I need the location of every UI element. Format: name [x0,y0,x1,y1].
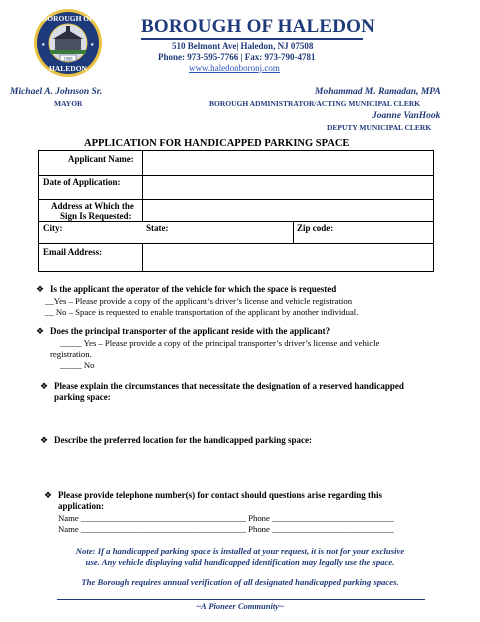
mayor-role: MAYOR [54,99,83,108]
question-1-no-option: __ No – Space is requested to enable transportation of the applicant by another individual. [45,307,359,317]
city-label: City: [43,223,63,233]
form-title: APPLICATION FOR HANDICAPPED PARKING SPACE [84,138,350,149]
note-line-1: Note: If a handicapped parking space is installed at your request, it is not for your exclusive [75,546,405,556]
state-label: State: [146,223,169,233]
address-label-line2: Sign Is Requested: [60,211,132,221]
question-3: Please explain the circumstances that necessitate the designation of a reserved handicapped [54,381,404,391]
address-label-line1: Address at Which the [51,201,134,211]
applicant-name-label: Applicant Name: [68,154,134,164]
applicant-info-table [38,150,434,272]
svg-text:1908: 1908 [63,56,73,61]
question-2-yes-option-cont: registration. [50,349,92,359]
footer-motto: ~A Pioneer Community~ [196,601,284,611]
contact-row-2: Name ______________________________________ Phone ____________________________ [58,524,394,534]
svg-text:HALEDON: HALEDON [49,64,87,73]
bullet-diamond-icon: ❖ [40,381,49,391]
administrator-name: Mohammad M. Ramadan, MPA [315,87,441,97]
row-divider [39,243,433,244]
svg-text:★: ★ [90,42,95,48]
title-underline [141,38,363,40]
contact-row-1: Name ______________________________________ Phone ____________________________ [58,513,394,523]
borough-seal-logo [33,8,103,78]
row-divider [39,175,433,176]
question-3-cont: parking space: [54,392,111,402]
website-link[interactable]: www.haledonboronj.com [189,63,280,73]
svg-text:BOROUGH OF: BOROUGH OF [42,14,94,23]
bullet-diamond-icon: ❖ [36,284,45,294]
deputy-clerk-name: Joanne VanHook [372,111,441,121]
office-phone-fax: Phone: 973-595-7766 | Fax: 973-790-4781 [158,52,316,62]
mayor-name: Michael A. Johnson Sr. [10,87,103,97]
bullet-diamond-icon: ❖ [36,326,45,336]
bullet-diamond-icon: ❖ [44,490,53,500]
deputy-clerk-role: DEPUTY MUNICIPAL CLERK [327,123,432,132]
note-line-2: use. Any vehicle displaying valid handicapped identification may legally use the space. [85,557,395,567]
date-of-application-label: Date of Application: [43,177,121,187]
column-divider [293,221,294,243]
verification-note: The Borough requires annual verification of all designated handicapped parking spaces. [81,577,399,587]
question-2-no-option: _____ No [60,360,95,370]
footer-divider [57,599,425,600]
question-1-yes-option: __Yes – Please provide a copy of the applicant’s driver’s license and vehicle registration [45,296,353,306]
question-2: Does the principal transporter of the applicant reside with the applicant? [50,326,331,336]
administrator-role: BOROUGH ADMINISTRATOR/ACTING MUNICIPAL CLERK [209,99,421,108]
column-divider [142,243,143,272]
page-title: BOROUGH OF HALEDON [141,16,376,37]
office-address: 510 Belmont Ave| Haledon, NJ 07508 [172,41,314,51]
email-address-label: Email Address: [43,247,103,257]
question-4: Describe the preferred location for the handicapped parking space: [54,435,312,445]
row-divider [39,221,433,222]
bullet-diamond-icon: ❖ [40,435,49,445]
question-1: Is the applicant the operator of the vehicle for which the space is requested [50,284,337,294]
question-5: Please provide telephone number(s) for contact should questions arise regarding this [58,490,383,500]
row-divider [39,199,433,200]
question-5-cont: application: [58,501,105,511]
svg-text:★: ★ [41,42,46,48]
question-2-yes-option: _____ Yes – Please provide a copy of the principal transporter’s driver’s license and vehicle [60,338,380,348]
zip-code-label: Zip code: [297,223,334,233]
column-divider [142,151,143,221]
